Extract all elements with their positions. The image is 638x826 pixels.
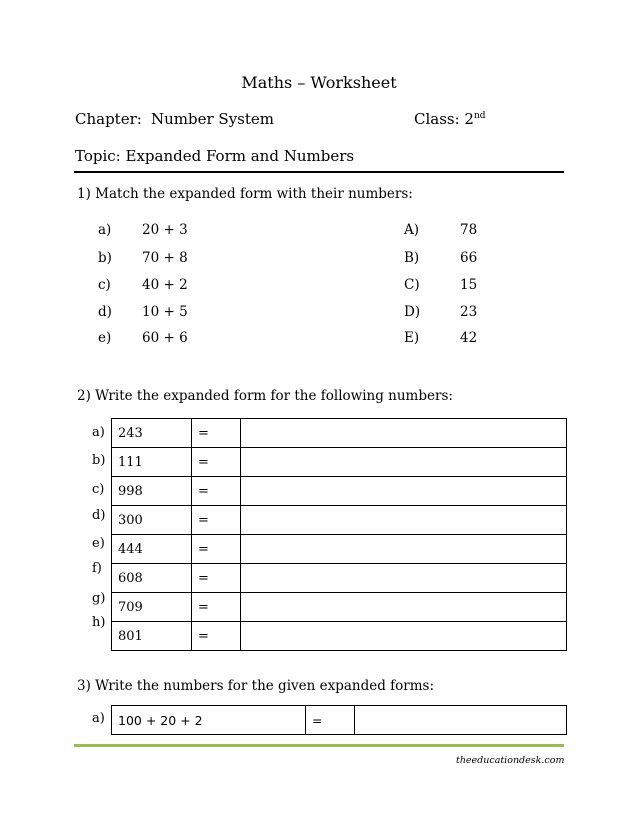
q1-right-label: B) xyxy=(404,250,420,266)
q2-answer-cell[interactable] xyxy=(241,564,567,593)
topic-heading: Topic: Expanded Form and Numbers xyxy=(75,147,355,165)
class-text xyxy=(414,110,486,128)
q2-row-label: f) xyxy=(92,561,102,576)
table-row xyxy=(112,506,567,535)
q1-right-label: E) xyxy=(404,330,420,346)
table-row xyxy=(112,419,567,448)
q2-equals-cell: = xyxy=(192,593,241,622)
q1-left-expr: 60 + 6 xyxy=(142,330,188,346)
q2-equals-cell: = xyxy=(192,419,241,448)
q2-answer-cell[interactable] xyxy=(241,622,567,651)
q1-right-num: 23 xyxy=(460,304,478,320)
table-row xyxy=(112,564,567,593)
footer-site: theeducationdesk.com xyxy=(456,755,565,766)
q2-row-label: c) xyxy=(92,482,105,497)
q2-answer-cell[interactable] xyxy=(241,506,567,535)
q1-right-label: D) xyxy=(404,304,421,320)
q2-row-label: b) xyxy=(92,453,106,468)
q2-number-cell: 444 xyxy=(112,535,192,564)
chapter-value: Number System xyxy=(151,110,275,128)
q2-number-cell: 998 xyxy=(112,477,192,506)
q1-right-label: C) xyxy=(404,277,420,293)
table-row xyxy=(112,622,567,651)
q3-table xyxy=(111,705,567,735)
q2-answer-cell[interactable] xyxy=(241,535,567,564)
table-row xyxy=(112,593,567,622)
q3-equals-cell: = xyxy=(306,706,355,735)
q2-answer-cell[interactable] xyxy=(241,593,567,622)
page-title: Maths – Worksheet xyxy=(241,73,397,92)
q2-answer-cell[interactable] xyxy=(241,448,567,477)
q1-left-expr: 70 + 8 xyxy=(142,250,188,266)
q1-left-expr: 40 + 2 xyxy=(142,277,188,293)
q1-left-label: a) xyxy=(98,222,112,238)
q2-number-cell: 243 xyxy=(112,419,192,448)
q2-row-label: e) xyxy=(92,536,105,551)
table-row xyxy=(112,477,567,506)
q1-right-num: 42 xyxy=(460,330,478,346)
q1-right-label: A) xyxy=(404,222,420,238)
q2-prompt: 2) Write the expanded form for the following numbers: xyxy=(77,388,453,404)
q1-left-label: b) xyxy=(98,250,112,266)
q1-right-num: 15 xyxy=(460,277,478,293)
q1-left-label: c) xyxy=(98,277,111,293)
chapter-label: Chapter: xyxy=(75,110,142,128)
q3-row-label: a) xyxy=(92,711,105,726)
class-superscript: nd xyxy=(473,111,486,121)
q2-number-cell: 801 xyxy=(112,622,192,651)
q2-equals-cell: = xyxy=(192,535,241,564)
q3-prompt: 3) Write the numbers for the given expanded forms: xyxy=(77,678,435,694)
q2-equals-cell: = xyxy=(192,477,241,506)
footer-divider xyxy=(74,744,564,747)
q2-row-label: h) xyxy=(92,615,106,630)
table-row xyxy=(112,448,567,477)
q3-answer-cell[interactable] xyxy=(355,706,567,735)
q1-left-label: d) xyxy=(98,304,112,320)
topic-underline xyxy=(74,171,564,173)
q2-number-cell: 608 xyxy=(112,564,192,593)
table-row xyxy=(112,535,567,564)
q1-prompt: 1) Match the expanded form with their numbers: xyxy=(77,186,413,202)
q2-number-cell: 111 xyxy=(112,448,192,477)
q2-answer-cell[interactable] xyxy=(241,419,567,448)
q2-row-label: d) xyxy=(92,508,106,523)
q3-expr-cell: 100 + 20 + 2 xyxy=(112,706,306,735)
q2-equals-cell: = xyxy=(192,448,241,477)
q1-right-num: 66 xyxy=(460,250,478,266)
q2-row-label: g) xyxy=(92,591,106,606)
q2-row-label: a) xyxy=(92,425,105,440)
table-row xyxy=(112,706,567,735)
q2-answer-cell[interactable] xyxy=(241,477,567,506)
q1-left-expr: 20 + 3 xyxy=(142,222,188,238)
q1-left-label: e) xyxy=(98,330,112,346)
class-label: Class: 2 xyxy=(414,110,474,128)
q2-table xyxy=(111,418,567,651)
q2-number-cell: 709 xyxy=(112,593,192,622)
q2-equals-cell: = xyxy=(192,506,241,535)
q1-right-num: 78 xyxy=(460,222,478,238)
q2-equals-cell: = xyxy=(192,564,241,593)
q2-equals-cell: = xyxy=(192,622,241,651)
q1-left-expr: 10 + 5 xyxy=(142,304,188,320)
q2-number-cell: 300 xyxy=(112,506,192,535)
